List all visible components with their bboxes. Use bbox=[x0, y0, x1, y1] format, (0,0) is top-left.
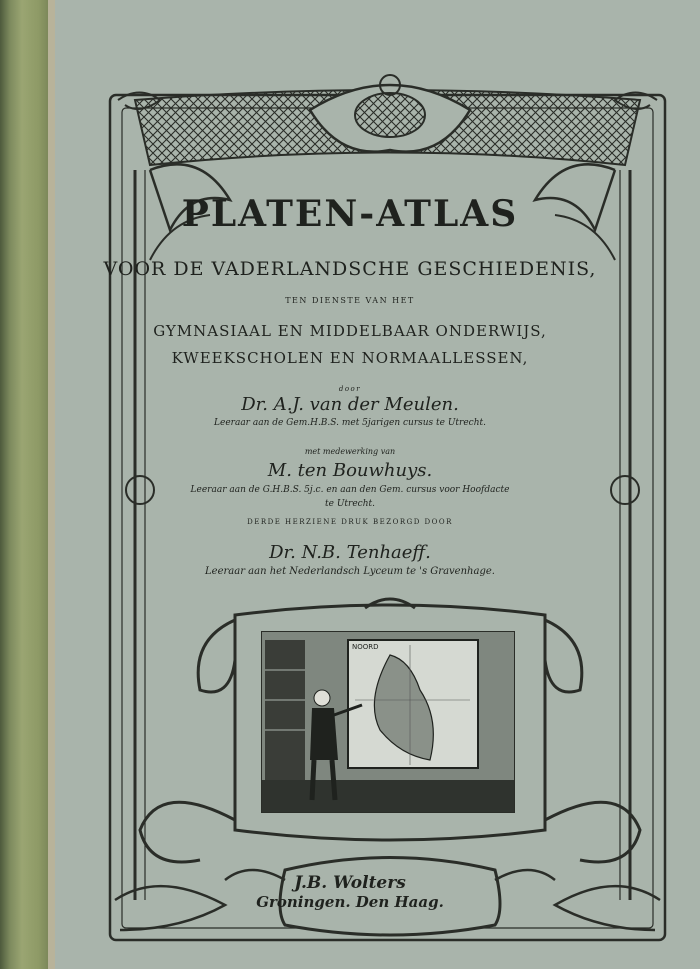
author2-place: te Utrecht. bbox=[325, 499, 375, 509]
edition-line: DERDE HERZIENE DRUK BEZORGD DOOR bbox=[247, 518, 453, 526]
map-label: NOORD bbox=[352, 643, 379, 651]
by-line: door bbox=[338, 385, 362, 393]
collab-line: met medewerking van bbox=[304, 447, 396, 456]
publisher-name: J.B. Wolters bbox=[294, 873, 406, 893]
audience-line-1: GYMNASIAAL EN MIDDELBAAR ONDERWIJS, bbox=[153, 322, 547, 340]
cover-title: PLATEN-ATLAS bbox=[181, 193, 519, 235]
publisher-cities: Groningen. Den Haag. bbox=[256, 893, 444, 911]
cover-subtitle: VOOR DE VADERLANDSCHE GESCHIEDENIS, bbox=[103, 258, 597, 280]
audience-line-2: KWEEKSCHOLEN EN NORMAALLESSEN, bbox=[171, 349, 529, 367]
editor-role: Leeraar aan het Nederlandsch Lyceum te 's Gravenhage. bbox=[205, 566, 495, 577]
editor-name: Dr. N.B. Tenhaeff. bbox=[269, 542, 431, 563]
author1-name: Dr. A.J. van der Meulen. bbox=[241, 394, 459, 415]
dedication-line: TEN DIENSTE VAN HET bbox=[285, 296, 415, 305]
author1-role: Leeraar aan de Gem.H.B.S. met 5jarigen cursus te Utrecht. bbox=[214, 418, 486, 428]
author2-name: M. ten Bouwhuys. bbox=[267, 460, 433, 481]
author2-role: Leeraar aan de G.H.B.S. 5j.c. en aan den Gem. cursus voor Hoofdacte bbox=[190, 485, 510, 495]
